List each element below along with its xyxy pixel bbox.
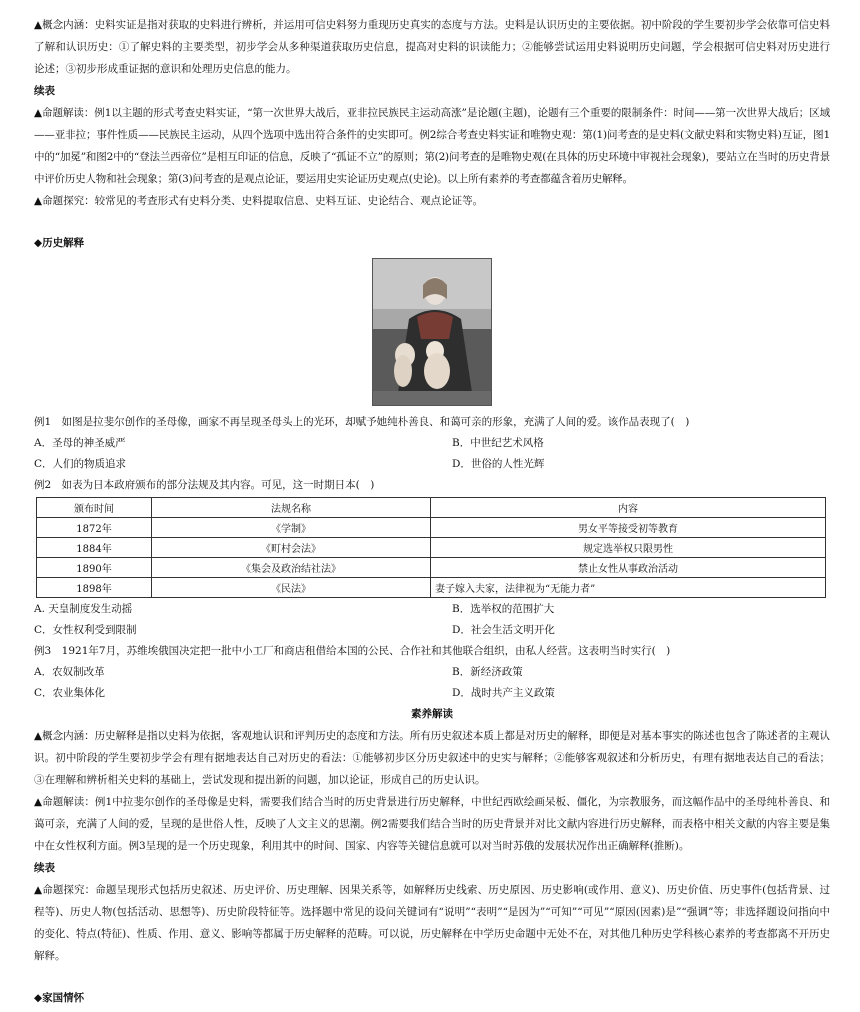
table-cell: 规定选举权只限男性 — [431, 538, 826, 558]
option-b[interactable]: B．新经济政策 — [452, 666, 523, 678]
concept-paragraph-2: ▲概念内涵：历史解释是指以史料为依据，客观地认识和评判历史的态度和方法。所有历史叙述本质上都是对历史的解释，即便是对基本事实的陈述也包含了陈述者的主观认识。初中阶段的学生要初步学会有理有据地表达自己对历史的看法：①能够初步区分历史叙述中的史实与解释；②能够客观叙述和分析历史，有理有据地表达自己的看法；③在理解和辨析相关史料的基础上，尝试发现和提出新的问题，加以论证，形成自己的历史认识。 — [34, 730, 830, 786]
example2-stem: 例2 如表为日本政府颁布的部分法规及其内容。可见，这一时期日本( ) — [34, 479, 375, 491]
option-b[interactable]: B．选举权的范围扩大 — [452, 603, 555, 615]
option-a[interactable]: A．农奴制改革 — [34, 666, 105, 678]
literacy-title: 素养解读 — [411, 708, 453, 720]
explore-paragraph-2: ▲命题探究：命题呈现形式包括历史叙述、历史评价、历史理解、因果关系等，如解释历史线索、历史原因、历史影响(或作用、意义)、历史价值、历史事件(包括背景、过程等)、历史人物(包括活动、思想等)、历史阶段特征等。选择题中常见的设问关键词有“说明”“表明”“是因为”“可知”“可见”“原因(因素)是”“强调”等；非选择题设问指向中的变化、特点(特征)、性质、作用、意义、影响等都属于历史解释的范畴。可以说，历史解释在中学历史命题中无处不在，对其他几种历史学科核心素养的考查都离不开历史解释。 — [34, 884, 830, 962]
painting-figure — [34, 258, 830, 406]
table-cell: 男女平等接受初等教育 — [431, 518, 826, 538]
example1-options — [34, 433, 830, 475]
option-c[interactable]: C．人们的物质追求 — [34, 458, 127, 470]
page — [34, 14, 830, 1009]
table-cell: 妻子嫁入夫家，法律视为“无能力者” — [431, 578, 826, 598]
table-header: 内容 — [431, 498, 826, 518]
table-cell: 《集会及政治结社法》 — [152, 558, 431, 578]
example3-options — [34, 662, 830, 704]
table-header: 法规名称 — [152, 498, 431, 518]
table-cell: 《町村会法》 — [152, 538, 431, 558]
example3-stem: 例3 1921年7月，苏维埃俄国决定把一批中小工厂和商店租借给本国的公民、合作社和其他联合组织，由私人经营。这表明当时实行( ) — [34, 645, 671, 657]
table-cell: 1872年 — [37, 518, 152, 538]
table-row — [37, 538, 826, 558]
option-d[interactable]: D．战时共产主义政策 — [452, 687, 555, 699]
section-heading-history-interpretation: ◆历史解释 — [34, 237, 85, 249]
option-b[interactable]: B．中世纪艺术风格 — [452, 437, 544, 449]
table-cell: 《民法》 — [152, 578, 431, 598]
section-heading-patriotism: ◆家国情怀 — [34, 992, 85, 1004]
table-row — [37, 558, 826, 578]
table-cell: 禁止女性从事政治活动 — [431, 558, 826, 578]
option-a[interactable]: A. 天皇制度发生动摇 — [34, 603, 133, 615]
option-c[interactable]: C．农业集体化 — [34, 687, 106, 699]
table-cell: 1884年 — [37, 538, 152, 558]
option-d[interactable]: D．社会生活文明开化 — [452, 624, 555, 636]
continued-label-1: 续表 — [34, 85, 55, 97]
table-row — [37, 518, 826, 538]
table-cell: 《学制》 — [152, 518, 431, 538]
interpret-paragraph-1: ▲命题解读：例1以主题的形式考查史料实证，“第一次世界大战后，亚非拉民族民主运动高涨”是论题(主题)，论题有三个重要的限制条件：时间——第一次世界大战后；区域——亚非拉；事件性质——民族民主运动，从四个选项中选出符合条件的史实即可。例2综合考查史料实证和唯物史观：第(1)问考查的是史料(文献史料和实物史料)互证，图1中的“加冕”和图2中的“登法兰西帝位”是相互印证的信息，反映了“孤证不立”的原则；第(2)问考查的是唯物史观(在具体的历史环境中审视社会现象)，要站立在当时的历史背景中评价历史人物和社会现象；第(3)问考查的是观点论证，要运用史实论证历史观点(史论)。以上所有素养的考查都蕴含着历史解释。 — [34, 107, 830, 185]
continued-label-2: 续表 — [34, 862, 55, 874]
option-d[interactable]: D．世俗的人性光辉 — [452, 458, 545, 470]
table-cell: 1890年 — [37, 558, 152, 578]
example2-options — [34, 599, 830, 641]
option-a[interactable]: A．圣母的神圣威严 — [34, 437, 126, 449]
table-header-row — [37, 498, 826, 518]
table-header: 颁布时间 — [37, 498, 152, 518]
example1-stem: 例1 如图是拉斐尔创作的圣母像，画家不再呈现圣母头上的光环，却赋予她纯朴善良、和蔼可亲的形象，充满了人间的爱。该作品表现了( ) — [34, 416, 690, 428]
table-row — [37, 578, 826, 598]
raphael-madonna-painting — [372, 258, 492, 406]
interpret-paragraph-2: ▲命题解读：例1中拉斐尔创作的圣母像是史料，需要我们结合当时的历史背景进行历史解释，中世纪西欧绘画呆板、僵化，为宗教服务，而这幅作品中的圣母纯朴善良、和蔼可亲，充满了人间的爱，呈现的是世俗人性，反映了人文主义的思潮。例2需要我们结合当时的历史背景并对比文献内容进行历史解释，而表格中相关文献的内容主要是集中在女性权利方面。例3呈现的是一个历史现象，利用其中的时间、国家、内容等关键信息就可以对当时苏俄的发展状况作出正确解释(推断)。 — [34, 796, 830, 852]
table-cell: 1898年 — [37, 578, 152, 598]
concept-paragraph-1: ▲概念内涵：史料实证是指对获取的史料进行辨析，并运用可信史料努力重现历史真实的态度与方法。史料是认识历史的主要依据。初中阶段的学生要初步学会依靠可信史料了解和认识历史：①了解史料的主要类型，初步学会从多种渠道获取历史信息，提高对史料的识读能力；②能够尝试运用史料说明历史问题，学会根据可信史料对历史进行论述；③初步形成重证据的意识和处理历史信息的能力。 — [34, 19, 830, 75]
option-c[interactable]: C．女性权利受到限制 — [34, 624, 137, 636]
explore-paragraph-1: ▲命题探究：较常见的考查形式有史料分类、史料提取信息、史料互证、史论结合、观点论证等。 — [34, 195, 484, 207]
laws-table — [36, 497, 826, 598]
